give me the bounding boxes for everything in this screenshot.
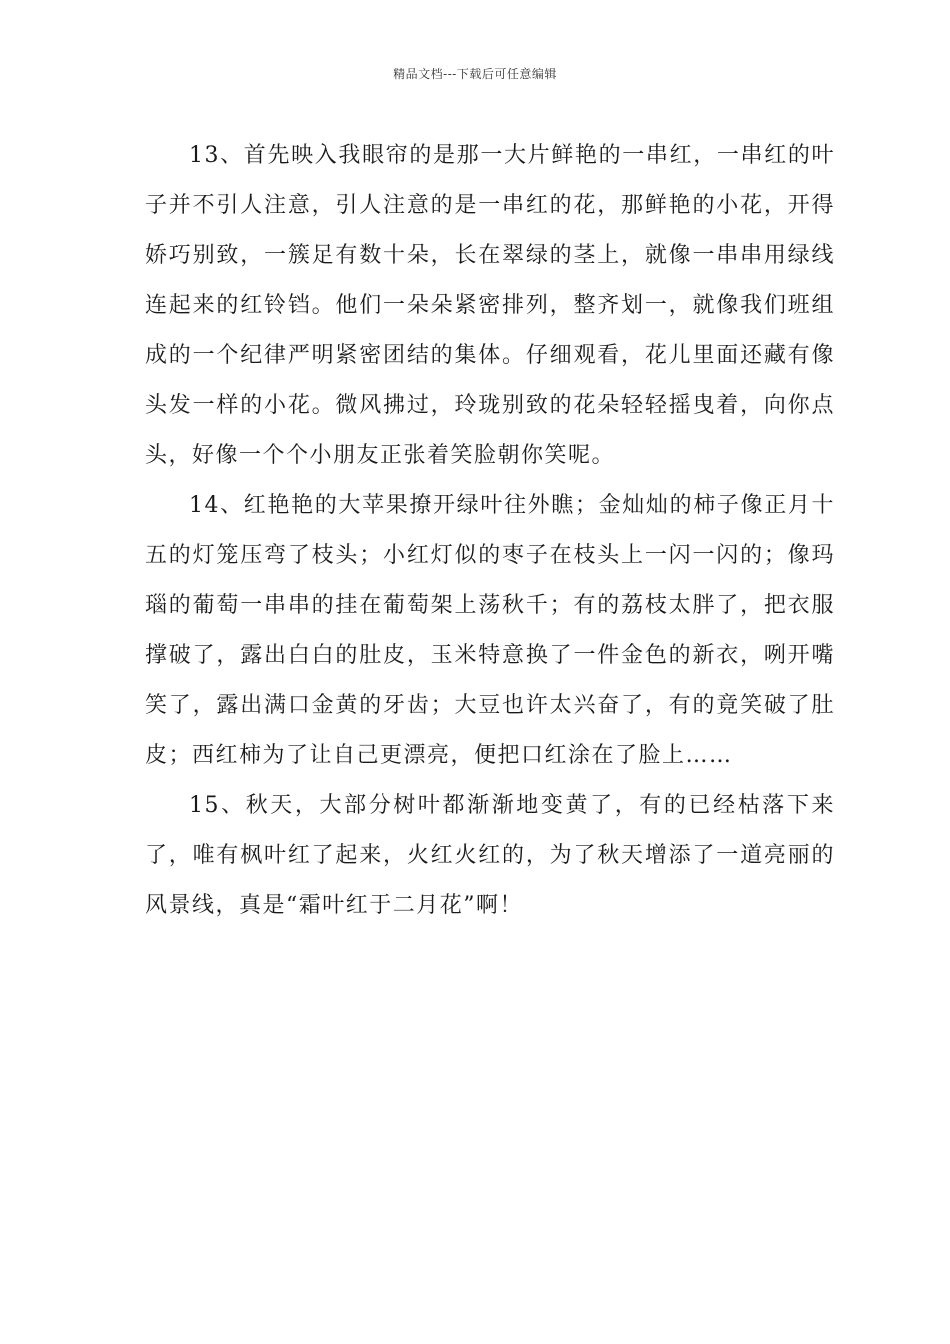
paragraph-14: 14、红艳艳的大苹果撩开绿叶往外瞧；金灿灿的柿子像正月十五的灯笼压弯了枝头；小红灯似的枣子在枝头上一闪一闪的；像玛瑙的葡萄一串串的挂在葡萄架上荡秋千；有的荔枝太胖了，把衣服撑破了，露出白白的肚皮，玉米特意换了一件金色的新衣，咧开嘴笑了，露出满口金黄的牙齿；大豆也许太兴奋了，有的竟笑破了肚皮；西红柿为了让自己更漂亮，便把口红涂在了脸上……: [145, 493, 835, 768]
page-header: 精品文档---下载后可任意编辑: [393, 67, 557, 81]
document-body: [145, 131, 835, 931]
paragraph-13: 13、首先映入我眼帘的是那一大片鲜艳的一串红，一串红的叶子并不引人注意，引人注意的是一串红的花，那鲜艳的小花，开得娇巧别致，一簇足有数十朵，长在翠绿的茎上，就像一串串用绿线连起来的红铃铛。他们一朵朵紧密排列，整齐划一，就像我们班组成的一个纪律严明紧密团结的集体。仔细观看，花儿里面还藏有像头发一样的小花。微风拂过，玲珑别致的花朵轻轻摇曳着，向你点头，好像一个个小朋友正张着笑脸朝你笑呢。: [145, 143, 835, 468]
paragraph-15: 15、秋天，大部分树叶都渐渐地变黄了，有的已经枯落下来了，唯有枫叶红了起来，火红火红的，为了秋天增添了一道亮丽的风景线，真是“霜叶红于二月花”啊！: [145, 793, 835, 918]
